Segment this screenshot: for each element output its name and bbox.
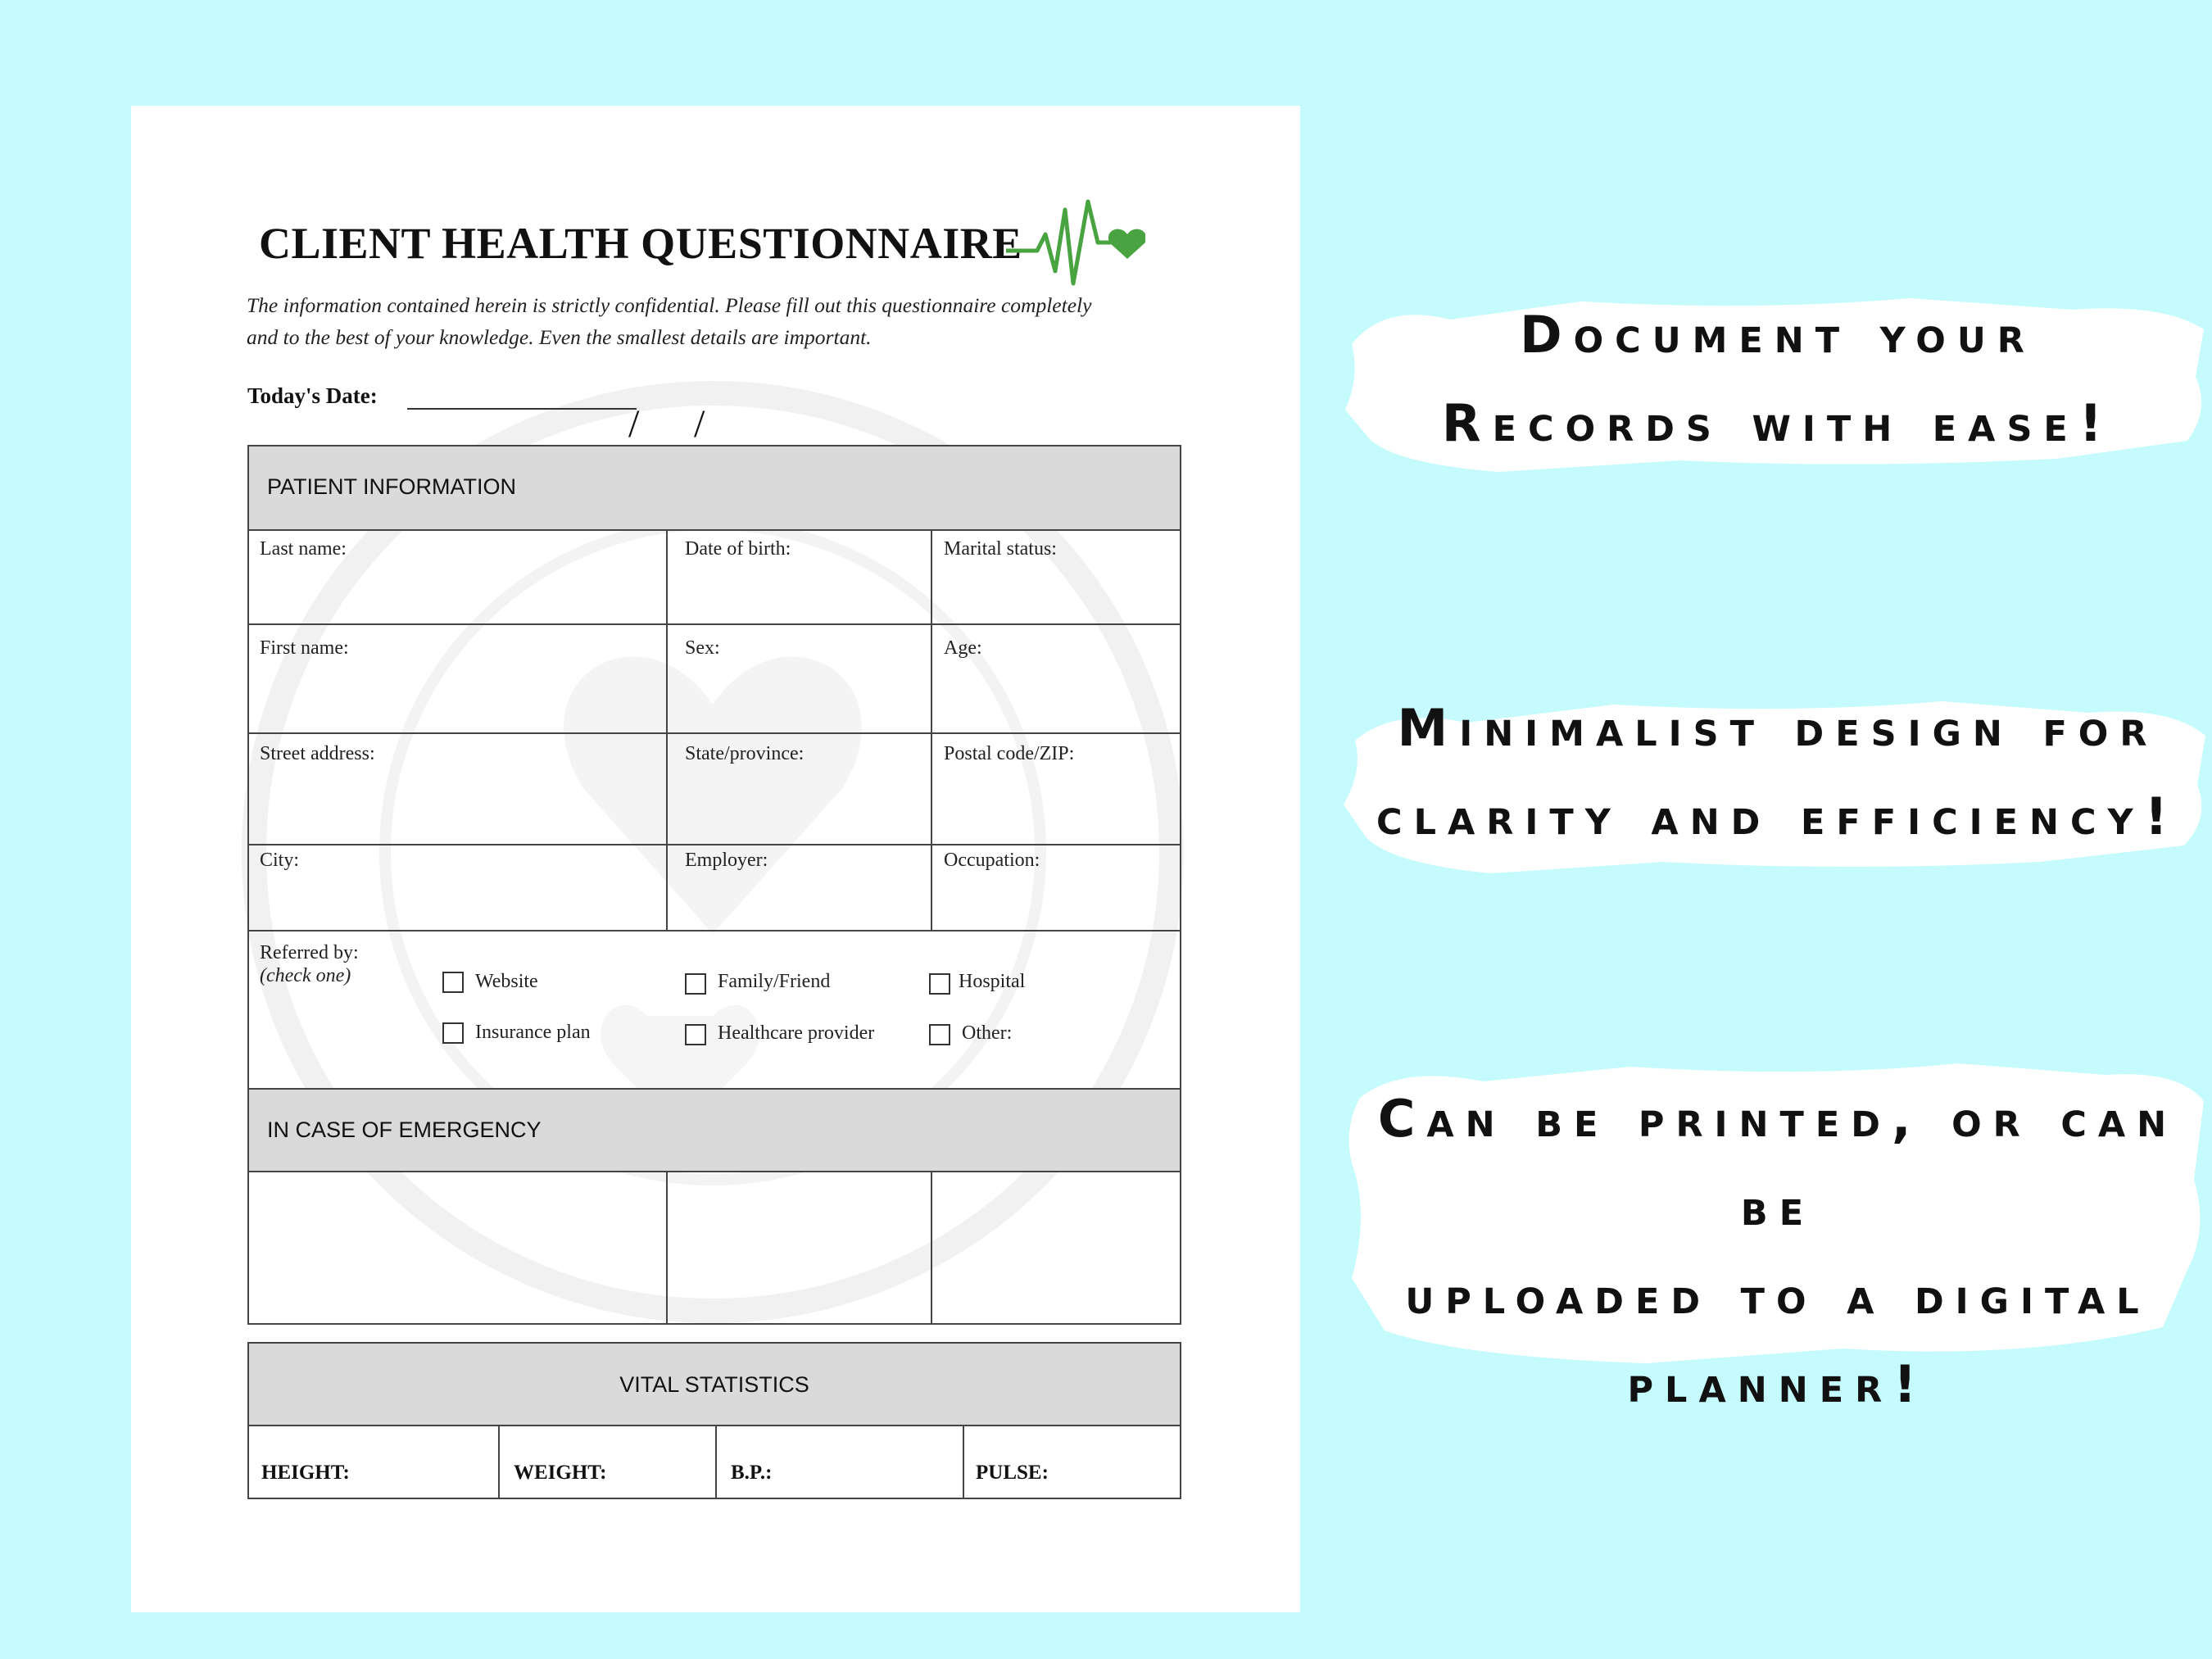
field-age[interactable]: Age:	[944, 637, 982, 659]
field-state-province[interactable]: State/province:	[685, 743, 805, 764]
intro-line-2: and to the best of your knowledge. Even the smallest details are important.	[247, 325, 872, 349]
field-street-address[interactable]: Street address:	[260, 743, 375, 764]
date-field[interactable]	[407, 402, 705, 446]
row-divider	[249, 930, 1180, 931]
field-first-name[interactable]: First name:	[260, 637, 349, 659]
promo-line: Can be printed, or can be	[1377, 1089, 2178, 1237]
row-divider	[249, 844, 1180, 845]
field-occupation[interactable]: Occupation:	[944, 850, 1040, 871]
option-hospital: Hospital	[959, 971, 1026, 992]
field-height[interactable]: HEIGHT:	[261, 1462, 350, 1484]
column-divider	[498, 1426, 500, 1499]
field-bp[interactable]: B.P.:	[731, 1462, 773, 1484]
field-city[interactable]: City:	[260, 850, 300, 871]
row-divider	[249, 623, 1180, 625]
checkbox-other[interactable]	[929, 1024, 950, 1045]
option-healthcare-provider: Healthcare provider	[718, 1022, 875, 1044]
promo-line: Records with ease!	[1441, 393, 2115, 453]
section-header-patient	[249, 446, 1180, 531]
field-pulse[interactable]: PULSE:	[976, 1462, 1049, 1484]
promo-text-2	[1344, 684, 2212, 861]
intro-text	[247, 289, 1197, 353]
promo-text-1	[1344, 291, 2212, 468]
checkbox-family-friend[interactable]	[685, 973, 706, 995]
promo-line: uploaded to a digital	[1405, 1266, 2151, 1326]
checkbox-insurance-plan[interactable]	[442, 1022, 464, 1044]
vital-statistics-table	[247, 1342, 1181, 1499]
field-last-name[interactable]: Last name:	[260, 538, 347, 560]
column-divider	[963, 1426, 964, 1499]
row-divider	[249, 732, 1180, 734]
checkbox-hospital[interactable]	[929, 973, 950, 995]
date-separator: /	[628, 402, 640, 446]
column-divider	[666, 531, 668, 930]
emergency-field[interactable]	[668, 1172, 931, 1325]
field-date-of-birth[interactable]: Date of birth:	[685, 538, 791, 560]
emergency-field[interactable]	[932, 1172, 1181, 1325]
checkbox-website[interactable]	[442, 972, 464, 993]
date-label: Today's Date:	[247, 383, 378, 408]
option-other: Other:	[962, 1022, 1013, 1044]
field-employer[interactable]: Employer:	[685, 850, 768, 871]
section-header-vitals: VITAL STATISTICS	[249, 1344, 1180, 1426]
option-website: Website	[475, 971, 538, 992]
promo-text-3	[1344, 1075, 2212, 1429]
checkbox-healthcare-provider[interactable]	[685, 1024, 706, 1045]
intro-line-1: The information contained herein is strictly confidential. Please fill out this questionnaire completely	[247, 293, 1092, 317]
referred-by-hint: (check one)	[260, 965, 351, 986]
promo-line: Minimalist design for	[1397, 698, 2159, 758]
column-divider	[715, 1426, 717, 1499]
emergency-field[interactable]	[249, 1172, 666, 1325]
promo-line: Document your	[1520, 305, 2036, 365]
field-postal-code[interactable]: Postal code/ZIP:	[944, 743, 1075, 764]
promo-line: planner!	[1627, 1354, 1929, 1414]
referred-by-label: Referred by:	[260, 942, 359, 963]
field-marital-status[interactable]: Marital status:	[944, 538, 1057, 560]
section-header-emergency	[249, 1088, 1180, 1172]
heartbeat-heart-icon	[1006, 193, 1145, 292]
field-sex[interactable]: Sex:	[685, 637, 720, 659]
section-header-label: IN CASE OF EMERGENCY	[267, 1117, 542, 1142]
column-divider	[931, 531, 932, 930]
patient-form-table	[247, 445, 1181, 1325]
document-title: CLIENT HEALTH QUESTIONNAIRE	[259, 219, 1022, 268]
date-separator: /	[694, 402, 705, 446]
option-insurance-plan: Insurance plan	[475, 1022, 591, 1043]
field-weight[interactable]: WEIGHT:	[514, 1462, 607, 1484]
section-header-label: PATIENT INFORMATION	[267, 474, 517, 499]
option-family-friend: Family/Friend	[718, 971, 831, 992]
promo-line: clarity and efficiency!	[1376, 786, 2179, 846]
title-row	[259, 193, 1160, 300]
date-row	[247, 377, 739, 446]
